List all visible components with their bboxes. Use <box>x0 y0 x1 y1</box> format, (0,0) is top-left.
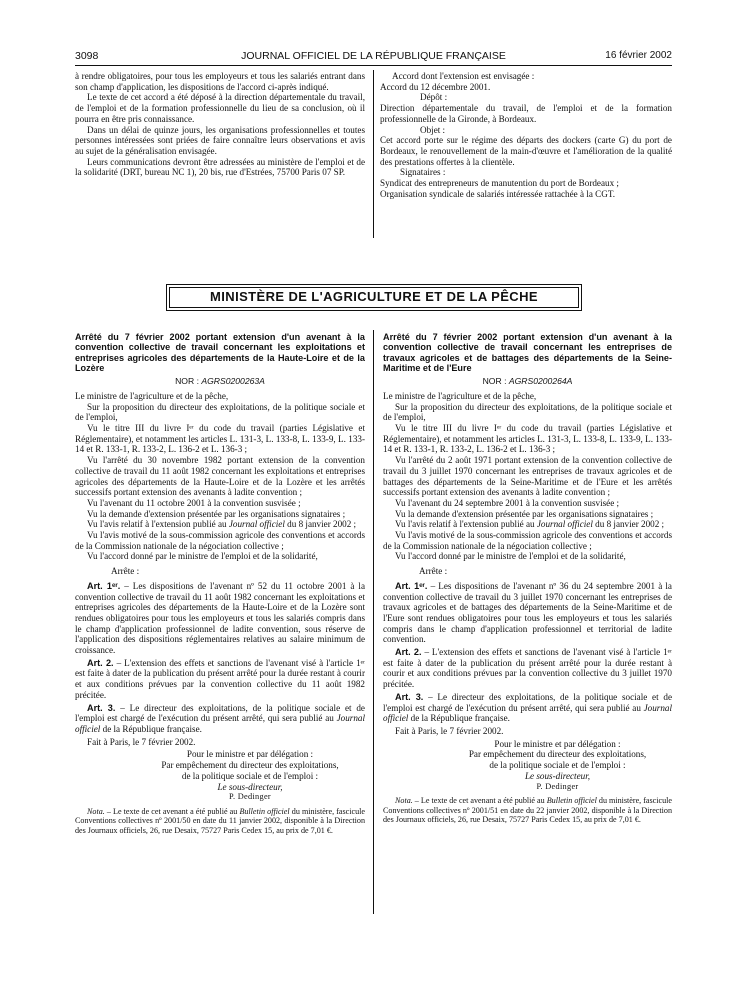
paragraph: Vu l'avis motivé de la sous-commission agricole des conventions et accords de la Commission nationale de la négociation collective ; <box>383 530 672 551</box>
arrete-label: Arrête : <box>111 566 140 577</box>
page-number: 3098 <box>75 50 99 62</box>
top-left-column <box>75 71 365 178</box>
top-right-column <box>380 71 672 199</box>
page-header <box>75 50 672 64</box>
paragraph: Accord du 12 décembre 2001. <box>380 81 491 92</box>
header-rule <box>75 65 672 66</box>
signature-block: Pour le ministre et par délégation : Par empêchement du directeur des exploitations, de la politique sociale et de l'emploi : Le sous-directeur, P. Dedinger <box>75 749 365 803</box>
column-divider <box>373 330 374 914</box>
paragraph: Sur la proposition du directeur des exploitations, de la politique sociale et de l'emploi, <box>75 401 365 423</box>
nor-code: AGRS0200264A <box>508 376 573 387</box>
article-title: Arrêté du 7 février 2002 portant extension d'un avenant à la convention collective de travail concernant les entreprises de travaux agricoles et de battages des départements de la Seine-Maritime et de l'Eure <box>383 332 672 373</box>
paragraph: Le ministre de l'agriculture et de la pêche, <box>383 390 537 401</box>
label: Objet : <box>420 124 446 135</box>
signature-place-date: Fait à Paris, le 7 février 2002. <box>395 725 504 736</box>
article-1: Art. 1ᵉʳ. – Les dispositions de l'avenant nº 36 du 24 septembre 2001 à la convention collective de travail du 3 juillet 1970 concernant les entreprises de travaux agricoles et de battages des départements de la Seine-Maritime et de l'Eure sont rendues obligatoires pour tous les employeurs et tous les salariés compris dans le champ d'application professionnel et territorial de ladite convention. <box>383 580 672 645</box>
paragraph: Vu l'arrêté du 30 novembre 1982 portant extension de la convention collective de travail du 11 août 1982 concernant les exploitations et entreprises agricoles des départements de la Haute-Loire et de la Lozère et les arrêtés successifs portant extension des avenants à ladite convention ; <box>75 455 365 498</box>
paragraph: Vu la demande d'extension présentée par les organisations signataires ; <box>395 508 654 519</box>
nor-reference: NOR : AGRS0200264A <box>482 376 573 387</box>
paragraph: Accord dont l'extension est envisagée : <box>392 71 535 81</box>
paragraph: Vu l'avis motivé de la sous-commission agricole des conventions et accords de la Commission nationale de la négociation collective ; <box>75 530 365 551</box>
signatory: P. Dedinger <box>536 781 579 791</box>
signature-block: Pour le ministre et par délégation : Par empêchement du directeur des exploitations, de la politique sociale et de l'emploi : Le sous-directeur, P. Dedinger <box>383 739 672 793</box>
article-3: Art. 3. – Le directeur des exploitations, de la politique sociale et de l'emploi est chargé de l'exécution du présent arrêté, qui sera publié au Journal officiel de la République française. <box>75 702 365 734</box>
paragraph: Vu l'accord donné par le ministre de l'emploi et de la solidarité, <box>395 551 626 562</box>
paragraph: Vu l'arrêté du 2 août 1971 portant extension de la convention collective de travail du 3 juillet 1970 concernant les entreprises de travaux agricoles et de battages des départements de la Seine-Maritime et de l'Eure et les arrêtés successifs portant extension des avenants à ladite convention ; <box>383 455 672 498</box>
left-article <box>75 332 365 835</box>
paragraph: Vu l'avenant du 24 septembre 2001 à la convention susvisée ; <box>395 497 620 508</box>
paragraph: Sur la proposition du directeur des exploitations, de la politique sociale et de l'emploi, <box>383 401 672 423</box>
paragraph: Vu l'avis relatif à l'extension publié au Journal officiel du 8 janvier 2002 ; <box>395 519 665 530</box>
issue-date: 16 février 2002 <box>605 50 672 61</box>
nor-reference: NOR : AGRS0200263A <box>175 376 265 387</box>
signature-place-date: Fait à Paris, le 7 février 2002. <box>87 736 196 747</box>
article-title: Arrêté du 7 février 2002 portant extension d'un avenant à la convention collective de travail concernant les exploitations et entreprises agricoles des départements de la Haute-Loire et de la Lozère <box>75 332 365 373</box>
paragraph: Cet accord porte sur le régime des départs des dockers (carte G) du port de Bordeaux, le renouvellement de la main-d'œuvre et l'amélioration de la qualité des prestations offertes à la clientèle. <box>380 135 672 167</box>
journal-title: JOURNAL OFFICIEL DE LA RÉPUBLIQUE FRANÇAISE <box>241 50 506 62</box>
signatory: P. Dedinger <box>228 792 271 802</box>
nor-code: AGRS0200263A <box>201 376 265 387</box>
paragraph: Vu la demande d'extension présentée par les organisations signataires ; <box>87 508 346 519</box>
paragraph: Vu l'avenant du 11 octobre 2001 à la convention susvisée ; <box>87 497 301 508</box>
paragraph: Vu l'avis relatif à l'extension publié au Journal officiel du 8 janvier 2002 ; <box>87 519 357 530</box>
paragraph: Vu le titre III du livre Iᵉʳ du code du travail (parties Législative et Réglementaire), et notamment les articles L. 131-3, L. 133-8, L. 133-9, L. 133-14 et R. 133-1, R. 133-2, L. 136-2 et L. 136-3 ; <box>383 423 672 455</box>
paragraph: à rendre obligatoires, pour tous les employeurs et tous les salariés entrant dans son champ d'application, les dispositions de l'accord ci-après indiqué. <box>75 71 365 92</box>
article-1: Art. 1ᵉʳ. – Les dispositions de l'avenant nº 52 du 11 octobre 2001 à la convention collective de travail du 11 août 1982 concernant les exploitations et entreprises agricoles des départements de la Haute-Loire et de la Lozère sont rendues obligatoires pour tous les employeurs et tous les salariés compris dans le champ d'application professionnel de ladite convention, sous réserve de l'application des dispositions réglementaires relatives au salaire minimum de croissance. <box>75 580 366 656</box>
paragraph: Vu l'accord donné par le ministre de l'emploi et de la solidarité, <box>87 551 318 562</box>
ministry-title: MINISTÈRE DE L'AGRICULTURE ET DE LA PÊCHE <box>169 287 579 308</box>
article-3: Art. 3. – Le directeur des exploitations, de la politique sociale et de l'emploi est chargé de l'exécution du présent arrêté, qui sera publié au Journal officiel de la République française. <box>383 691 672 724</box>
paragraph: Vu le titre III du livre Iᵉʳ du code du travail (parties Législative et Réglementaire), et notamment les articles L. 131-3, L. 133-8, L. 133-9, L. 133-14 et R. 133-1, R. 133-2, L. 136-2 et L. 136-3 ; <box>75 423 365 455</box>
paragraph: Direction départementale du travail, de l'emploi et de la formation professionnelle de la Gironde, à Bordeaux. <box>380 103 672 124</box>
paragraph: Dans un délai de quinze jours, les organisations professionnelles et toutes personnes intéressées sont priées de faire connaître leurs observations et avis au sujet de la généralisation envisagée. <box>75 124 365 156</box>
article-2: Art. 2. – L'extension des effets et sanctions de l'avenant visé à l'article 1ᵉʳ est faite à dater de la publication du présent arrêté pour la durée restant à courir et aux conditions prévues par la convention collective du 3 juillet 1970 précitée. <box>383 647 672 690</box>
paragraph: Le texte de cet accord a été déposé à la direction départementale du travail, de l'emploi et de la formation professionnelle du lieu de sa conclusion, où il pourra en être pris connaissance. <box>75 92 365 124</box>
nota: Nota. – Le texte de cet avenant a été publié au Bulletin officiel du ministère, fascicule Conventions collectives nº 2001/50 en date du 11 janvier 2002, disponible à la Direction des Journaux officiels, 26, rue Desaix, 75727 Paris Cedex 15, au prix de 7,01 €. <box>75 806 365 835</box>
paragraph: Syndicat des entrepreneurs de manutention du port de Bordeaux ; <box>380 178 619 189</box>
paragraph: Organisation syndicale de salariés intéressée rattachée à la CGT. <box>380 188 616 199</box>
column-divider <box>373 70 374 238</box>
label: Signataires : <box>400 167 446 178</box>
nota: Nota. – Le texte de cet avenant a été publié au Bulletin officiel du ministère, fascicule Conventions collectives nº 2001/51 en date du 22 janvier 2002, disponible à la Direction des Journaux officiels, 26, rue Desaix, 75727 Paris Cedex 15, au prix de 7,01 €. <box>383 796 672 825</box>
label: Dépôt : <box>420 92 448 103</box>
arrete-label: Arrête : <box>419 566 448 577</box>
paragraph: Leurs communications devront être adressées au ministère de l'emploi et de la solidarité (DRT, bureau NC 1), 20 bis, rue d'Estrées, 75700 Paris 07 SP. <box>75 156 365 178</box>
paragraph: Le ministre de l'agriculture et de la pêche, <box>75 390 229 401</box>
right-article <box>383 332 672 824</box>
ministry-banner <box>166 284 582 311</box>
article-2: Art. 2. – L'extension des effets et sanctions de l'avenant visé à l'article 1ᵉʳ est faite à dater de la publication du présent arrêté pour la durée restant à courir et aux conditions prévues par la convention collective du 11 août 1982 précitée. <box>75 657 365 700</box>
